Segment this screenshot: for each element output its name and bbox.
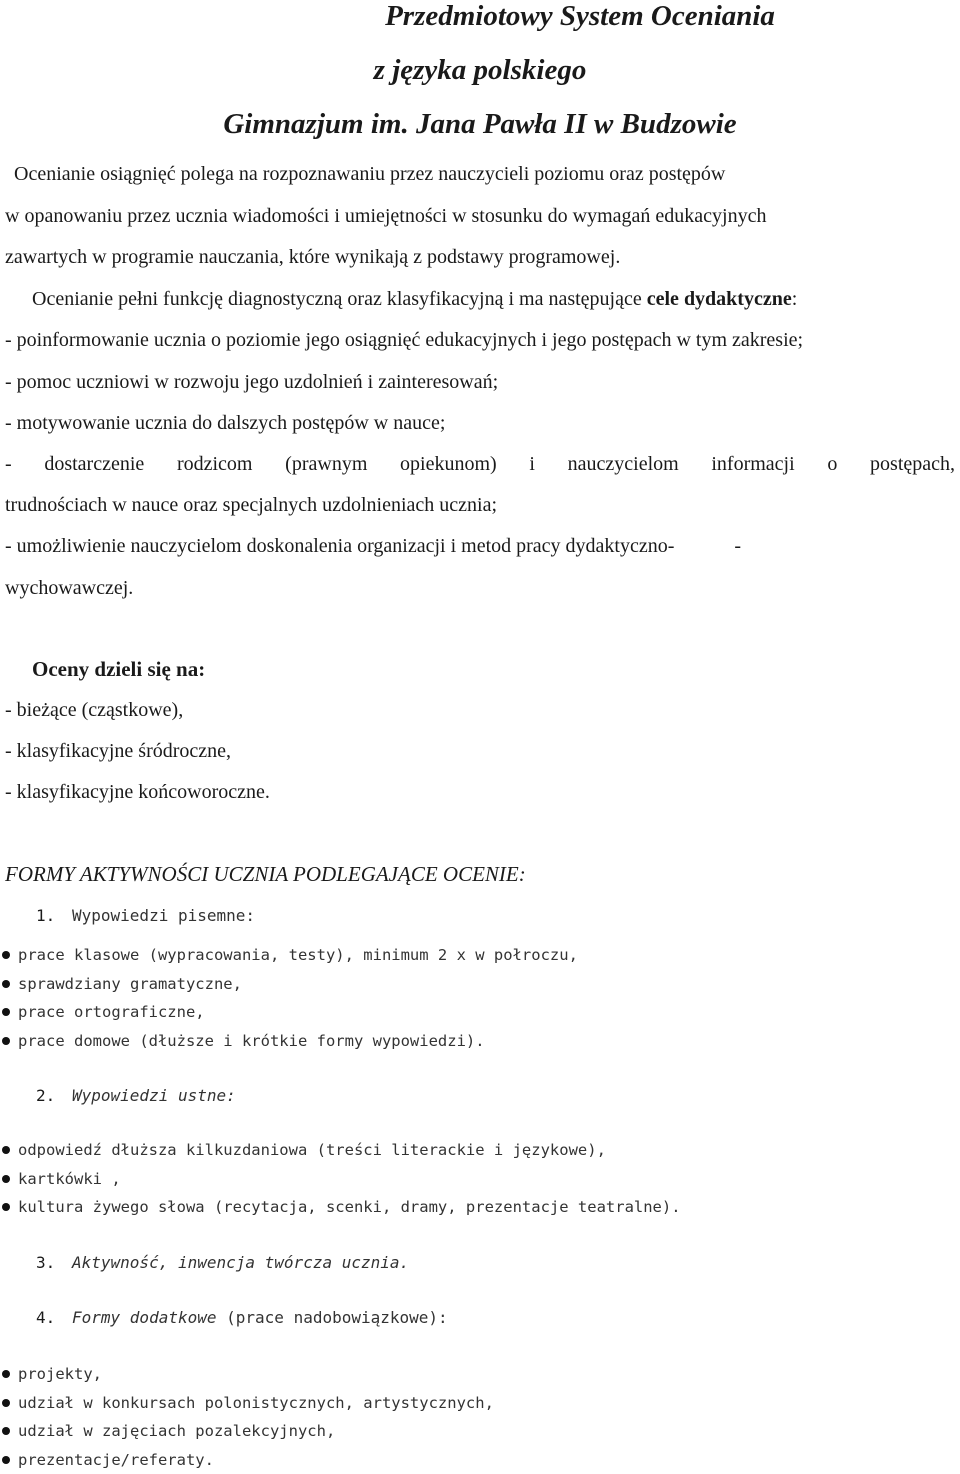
extra-label: Formy dodatkowe	[72, 1308, 217, 1327]
extra-number: 4.	[36, 1306, 72, 1330]
intro-line-1: Ocenianie osiągnięć polega na rozpoznawaniu przez nauczycieli poziomu oraz postępów	[14, 161, 960, 187]
goal-item-continued: trudnościach w nauce oraz specjalnych uzdolnieniach ucznia;	[5, 492, 955, 518]
extra-note: (prace nadobowiązkowe):	[217, 1308, 448, 1327]
grades-heading: Oceny dzieli się na:	[32, 656, 960, 682]
list-item: prezentacje/referaty.	[0, 1446, 494, 1474]
activity-number: 3.	[36, 1251, 72, 1275]
goal-item: - motywowanie ucznia do dalszych postępów w nauce;	[5, 410, 955, 436]
extra-heading	[36, 1305, 448, 1330]
bullet-icon	[2, 1146, 10, 1154]
goal-item: - umożliwienie nauczycielom doskonalenia organizacji i metod pracy dydaktyczno- -	[5, 533, 955, 559]
title-line-1: Przedmiotowy System Oceniania	[100, 0, 960, 32]
goal-item-continued: wychowawczej.	[5, 575, 955, 601]
activity-label: Aktywność, inwencja twórcza ucznia.	[72, 1253, 409, 1272]
bullet-icon	[2, 1370, 10, 1378]
oral-label: Wypowiedzi ustne:	[72, 1086, 236, 1105]
intro-p2-end: :	[792, 288, 798, 310]
written-number: 1.	[36, 904, 72, 928]
list-item: prace ortograficzne,	[0, 998, 578, 1027]
intro-line-2: w opanowaniu przez ucznia wiadomości i umiejętności w stosunku do wymagań edukacyjnych	[5, 203, 955, 229]
bullet-icon	[2, 1203, 10, 1211]
goal-item: - dostarczenie rodzicom (prawnym opiekunom) i nauczycielom informacji o postępach,	[5, 451, 955, 477]
written-heading	[36, 903, 255, 928]
bullet-icon	[2, 1399, 10, 1407]
list-item: kartkówki ,	[0, 1165, 681, 1194]
intro-paragraph-2	[32, 286, 960, 312]
written-list	[0, 941, 578, 1055]
grade-type-item: - klasyfikacyjne końcoworoczne.	[5, 779, 955, 805]
list-item: prace domowe (dłuższe i krótkie formy wypowiedzi).	[0, 1027, 578, 1056]
bullet-icon	[2, 1008, 10, 1016]
bullet-icon	[2, 1037, 10, 1045]
oral-heading	[36, 1083, 236, 1108]
bullet-icon	[2, 951, 10, 959]
grade-type-item: - klasyfikacyjne śródroczne,	[5, 738, 955, 764]
goals-label: cele dydaktyczne	[647, 288, 792, 310]
bullet-icon	[2, 1456, 10, 1464]
title-line-2: z języka polskiego	[0, 54, 960, 86]
list-item: kultura żywego słowa (recytacja, scenki, dramy, prezentacje teatralne).	[0, 1193, 681, 1222]
bullet-icon	[2, 980, 10, 988]
goal-item: - poinformowanie ucznia o poziomie jego osiągnięć edukacyjnych i jego postępach w tym zakresie;	[5, 327, 955, 353]
bullet-icon	[2, 1175, 10, 1183]
intro-p2-start: Ocenianie pełni funkcję diagnostyczną oraz klasyfikacyjną i ma następujące	[32, 288, 647, 310]
written-label: Wypowiedzi pisemne:	[72, 906, 255, 925]
list-item: prace klasowe (wypracowania, testy), minimum 2 x w połroczu,	[0, 941, 578, 970]
list-item: odpowiedź dłuższa kilkuzdaniowa (treści literackie i językowe),	[0, 1136, 681, 1165]
bullet-icon	[2, 1427, 10, 1435]
oral-number: 2.	[36, 1084, 72, 1108]
list-item: sprawdziany gramatyczne,	[0, 970, 578, 999]
activity-heading	[36, 1250, 409, 1275]
list-item: udział w konkursach polonistycznych, artystycznych,	[0, 1389, 494, 1418]
extra-list	[0, 1360, 494, 1474]
title-line-3: Gimnazjum im. Jana Pawła II w Budzowie	[0, 108, 960, 140]
oral-list	[0, 1136, 681, 1222]
list-item: projekty,	[0, 1360, 494, 1389]
list-item: udział w zajęciach pozalekcyjnych,	[0, 1417, 494, 1446]
forms-heading: FORMY AKTYWNOŚCI UCZNIA PODLEGAJĄCE OCENIE:	[5, 861, 955, 887]
goal-item: - pomoc uczniowi w rozwoju jego uzdolnień i zainteresowań;	[5, 369, 955, 395]
intro-line-3: zawartych w programie nauczania, które wynikają z podstawy programowej.	[5, 244, 955, 270]
grade-type-item: - bieżące (cząstkowe),	[5, 697, 955, 723]
